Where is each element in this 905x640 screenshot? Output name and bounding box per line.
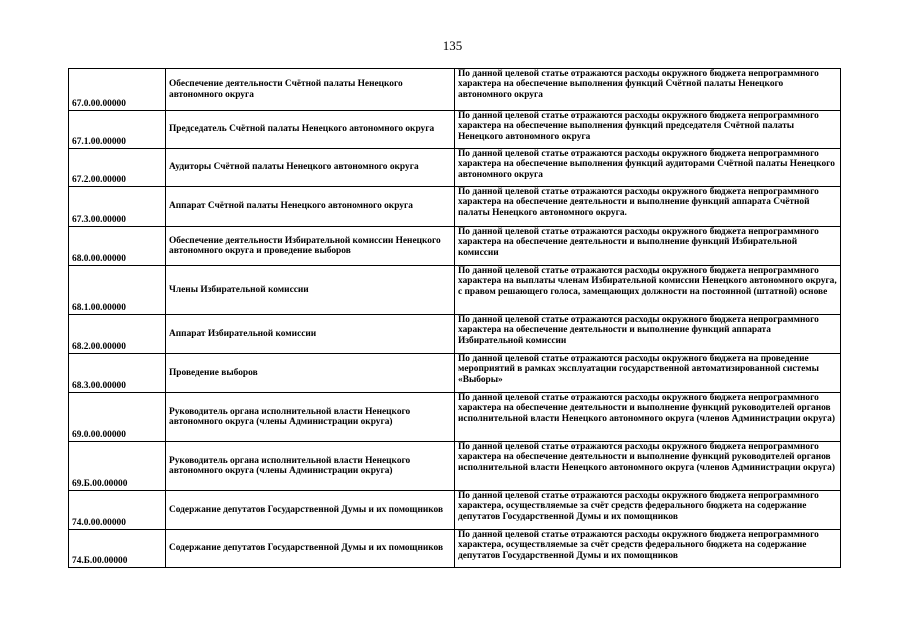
- row-code: 67.0.00.00000: [69, 69, 166, 111]
- row-description: По данной целевой статье отражаются расходы окружного бюджета на проведение мероприятий в рамках эксплуатации государственной автоматизированной системы «Выборы»: [455, 354, 841, 393]
- row-description: По данной целевой статье отражаются расходы окружного бюджета непрограммного характера на обеспечение выполнения функций аудиторами Счётной палаты Ненецкого автономного округа: [455, 149, 841, 187]
- row-name: Проведение выборов: [166, 354, 455, 393]
- table-row: [69, 187, 841, 227]
- row-name: Председатель Счётной палаты Ненецкого автономного округа: [166, 111, 455, 149]
- row-name: Содержание депутатов Государственной Думы и их помощников: [166, 530, 455, 568]
- table-row: [69, 111, 841, 149]
- row-name: Аппарат Счётной палаты Ненецкого автономного округа: [166, 187, 455, 227]
- row-description: По данной целевой статье отражаются расходы окружного бюджета непрограммного характера на обеспечение деятельности и выполнение функций руководителей органов исполнительной власти Ненецкого автономного округа (членов Администрации округа): [455, 393, 841, 442]
- row-name: Руководитель органа исполнительной власти Ненецкого автономного округа (члены Администрации округа): [166, 393, 455, 442]
- row-name: Члены Избирательной комиссии: [166, 266, 455, 315]
- row-code: 74.0.00.00000: [69, 491, 166, 530]
- row-description: По данной целевой статье отражаются расходы окружного бюджета непрограммного характера на обеспечение деятельности и выполнение функций Избирательной комиссии: [455, 227, 841, 266]
- row-name: Аудиторы Счётной палаты Ненецкого автономного округа: [166, 149, 455, 187]
- row-description: По данной целевой статье отражаются расходы окружного бюджета непрограммного характера на обеспечение деятельности и выполнение функций аппарата Счётной палаты Ненецкого автономного округа.: [455, 187, 841, 227]
- table-row: [69, 69, 841, 111]
- row-code: 68.2.00.00000: [69, 315, 166, 354]
- table-row: [69, 315, 841, 354]
- row-code: 68.0.00.00000: [69, 227, 166, 266]
- row-code: 68.1.00.00000: [69, 266, 166, 315]
- row-name: Обеспечение деятельности Избирательной комиссии Ненецкого автономного округа и проведение выборов: [166, 227, 455, 266]
- row-code: 67.2.00.00000: [69, 149, 166, 187]
- row-name: Аппарат Избирательной комиссии: [166, 315, 455, 354]
- row-code: 69.0.00.00000: [69, 393, 166, 442]
- table-row: [69, 491, 841, 530]
- row-description: По данной целевой статье отражаются расходы окружного бюджета непрограммного характера, осуществляемые за счёт средств федерального бюджета на содержание депутатов Государственной Думы и их помощников: [455, 491, 841, 530]
- row-code: 74.Б.00.00000: [69, 530, 166, 568]
- budget-classification-table: [68, 68, 841, 568]
- table-row: [69, 227, 841, 266]
- row-description: По данной целевой статье отражаются расходы окружного бюджета непрограммного характера, осуществляемые за счёт средств федерального бюджета на содержание депутатов Государственной Думы и их помощников: [455, 530, 841, 568]
- table-row: [69, 266, 841, 315]
- row-code: 69.Б.00.00000: [69, 442, 166, 491]
- page-number: 135: [442, 38, 463, 53]
- table-row: [69, 530, 841, 568]
- table-row: [69, 393, 841, 442]
- table-row: [69, 149, 841, 187]
- row-description: По данной целевой статье отражаются расходы окружного бюджета непрограммного характера на обеспечение деятельности и выполнение функций аппарата Избирательной комиссии: [455, 315, 841, 354]
- row-name: Обеспечение деятельности Счётной палаты Ненецкого автономного округа: [166, 69, 455, 111]
- row-description: По данной целевой статье отражаются расходы окружного бюджета непрограммного характера на обеспечение выполнения функций председателя Счётной палаты Ненецкого автономного округа: [455, 111, 841, 149]
- row-description: По данной целевой статье отражаются расходы окружного бюджета непрограммного характера на выплаты членам Избирательной комиссии Ненецкого автономного округа, с правом решающего голоса, замещающих должности на постоянной (штатной) основе: [455, 266, 841, 315]
- row-code: 68.3.00.00000: [69, 354, 166, 393]
- row-code: 67.1.00.00000: [69, 111, 166, 149]
- row-name: Руководитель органа исполнительной власти Ненецкого автономного округа (члены Администрации округа): [166, 442, 455, 491]
- row-name: Содержание депутатов Государственной Думы и их помощников: [166, 491, 455, 530]
- table-row: [69, 354, 841, 393]
- row-description: По данной целевой статье отражаются расходы окружного бюджета непрограммного характера на обеспечение деятельности и выполнение функций руководителей органов исполнительной власти Ненецкого автономного округа (членов Администрации округа): [455, 442, 841, 491]
- row-code: 67.3.00.00000: [69, 187, 166, 227]
- row-description: По данной целевой статье отражаются расходы окружного бюджета непрограммного характера на обеспечение выполнения функций Счётной палаты Ненецкого автономного округа: [455, 69, 841, 111]
- table-row: [69, 442, 841, 491]
